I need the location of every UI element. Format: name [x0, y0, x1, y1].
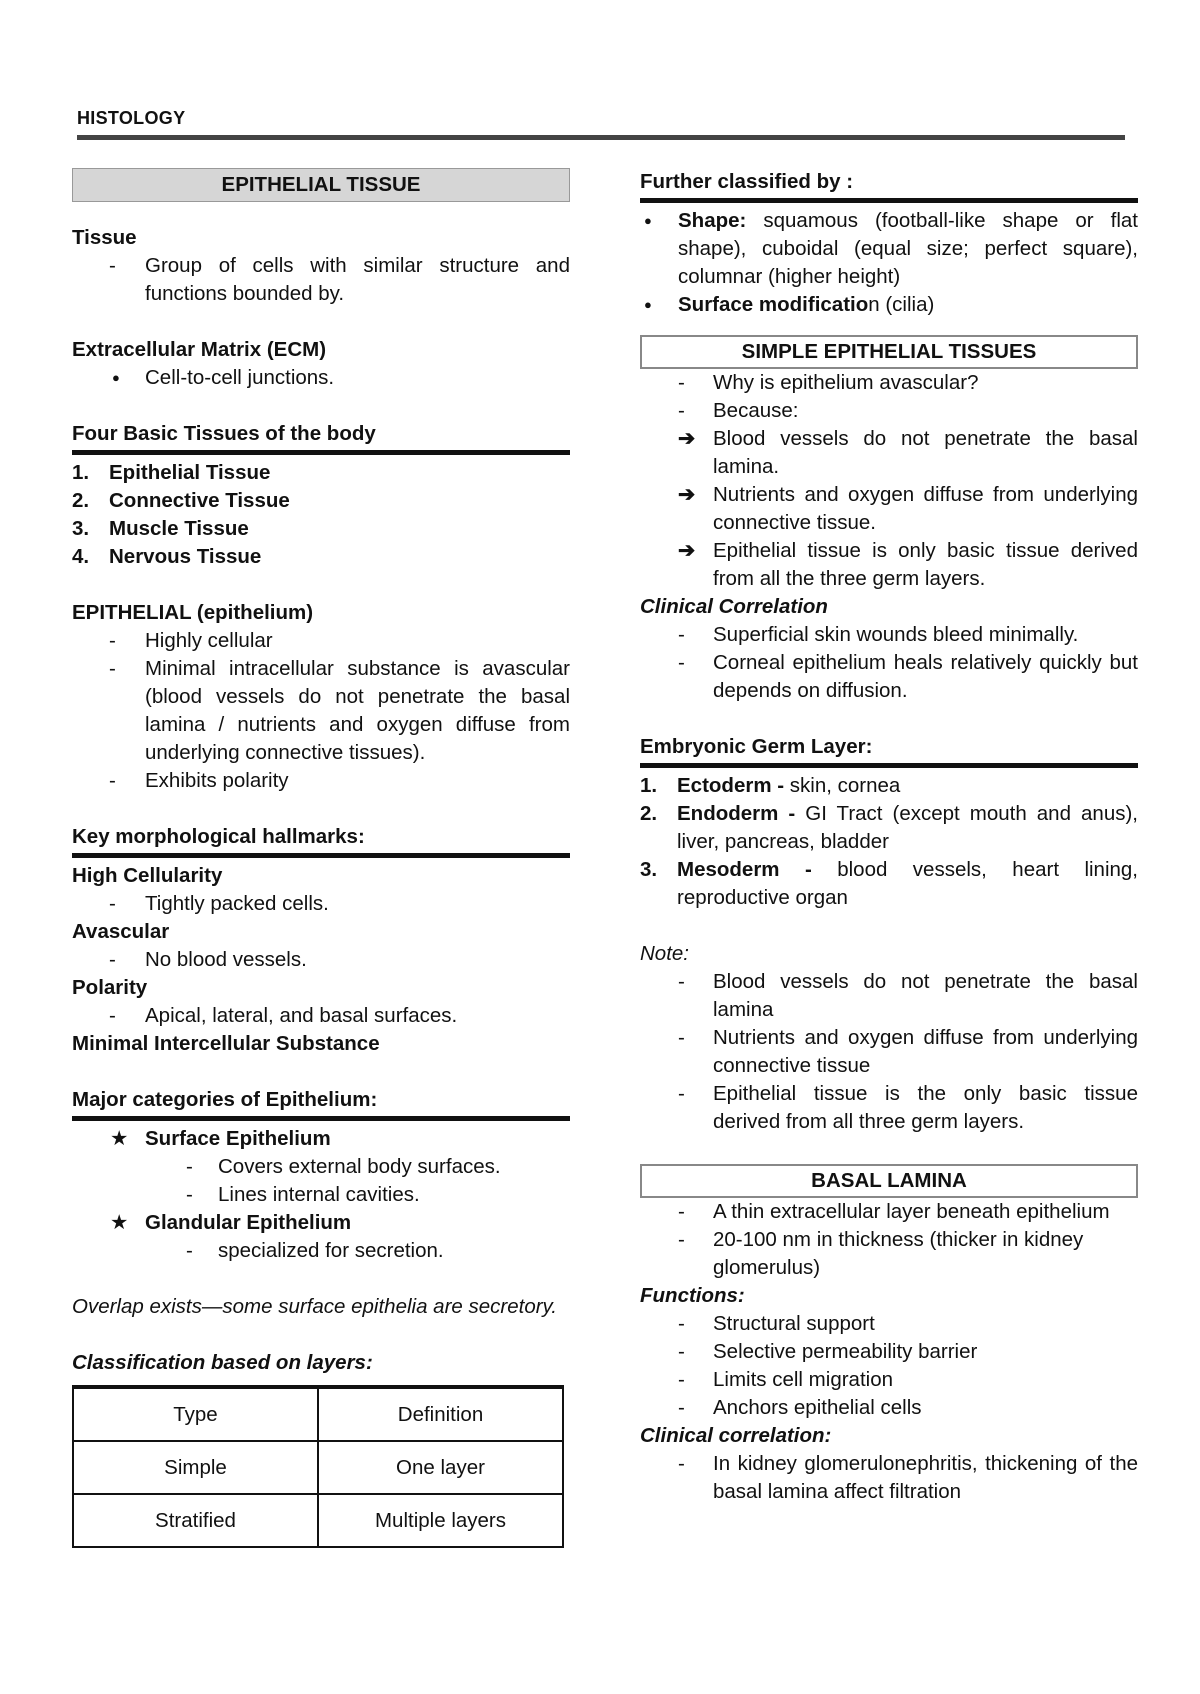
classification-heading: Classification based on layers: [72, 1351, 373, 1374]
hallmark-label: Minimal Intercellular Substance [72, 1032, 380, 1055]
category-item: ★ Glandular Epithelium [72, 1209, 570, 1237]
note-item: - Blood vessels do not penetrate the basal lamina [640, 968, 1138, 1024]
clinical-correlation-heading: Clinical Correlation [640, 595, 828, 618]
table-cell: Type [73, 1387, 318, 1441]
note-item: - Nutrients and oxygen diffuse from underlying connective tissue [640, 1024, 1138, 1080]
header-rule [77, 135, 1125, 140]
epithelial-heading: EPITHELIAL (epithelium) [72, 601, 314, 624]
table-cell: Definition [318, 1387, 563, 1441]
epithelial-tissue-title: EPITHELIAL TISSUE [72, 168, 570, 202]
hallmark-item: - Apical, lateral, and basal surfaces. [72, 1002, 570, 1030]
function-item: - Selective permeability barrier [640, 1338, 1138, 1366]
hallmark-label: High Cellularity [72, 864, 223, 887]
epithelial-item: - Highly cellular [72, 627, 570, 655]
table-cell: One layer [318, 1441, 563, 1494]
hallmarks-heading: Key morphological hallmarks: [72, 823, 570, 858]
simple-question: - Why is epithelium avascular? [640, 369, 1138, 397]
four-basic-heading: Four Basic Tissues of the body [72, 420, 570, 455]
hallmark-label: Avascular [72, 920, 170, 943]
epithelial-item: - Exhibits polarity [72, 767, 570, 795]
basic-tissue-item: 2. Connective Tissue [72, 489, 290, 512]
clinical-item: - Superficial skin wounds bleed minimally. [640, 621, 1138, 649]
germ-item: 3. Mesoderm - blood vessels, heart lining, reproductive organ [640, 858, 1139, 909]
shape-item: ● Shape: squamous (football-like shape or flat shape), cuboidal (equal size; perfect square), columnar (higher height) [640, 207, 1138, 291]
hallmark-label: Polarity [72, 976, 148, 999]
germ-item: 2. Endoderm - GI Tract (except mouth and anus), liver, pancreas, bladder [640, 802, 1138, 853]
major-categories-heading: Major categories of Epithelium: [72, 1086, 570, 1121]
arrow-item: ➔ Epithelial tissue is only basic tissue derived from all the three germ layers. [678, 539, 1138, 590]
table-cell: Stratified [73, 1494, 318, 1547]
basal-item: - 20-100 nm in thickness (thicker in kidney glomerulus) [640, 1226, 1138, 1282]
basal-lamina-title: BASAL LAMINA [640, 1164, 1138, 1198]
arrow-item: ➔ Blood vessels do not penetrate the basal lamina. [678, 427, 1138, 478]
note-item: - Epithelial tissue is the only basic tissue derived from all three germ layers. [640, 1080, 1138, 1136]
basic-tissue-item: 4. Nervous Tissue [72, 545, 262, 568]
arrow-right-icon: ➔ [678, 539, 696, 562]
function-item: - Structural support [640, 1310, 1138, 1338]
tissue-heading: Tissue [72, 226, 137, 249]
arrow-item: ➔ Nutrients and oxygen diffuse from underlying connective tissue. [678, 483, 1138, 534]
left-column [72, 168, 570, 1548]
surface-item: ● Surface modification (cilia) [640, 291, 1138, 319]
overlap-note: Overlap exists—some surface epithelia are secretory. [72, 1295, 557, 1318]
table-row [73, 1441, 563, 1494]
category-subitem: - Covers external body surfaces. [72, 1153, 570, 1181]
note-heading: Note: [640, 942, 689, 965]
clinical-item: - Corneal epithelium heals relatively quickly but depends on diffusion. [640, 649, 1138, 705]
category-subitem: - Lines internal cavities. [72, 1181, 570, 1209]
table-cell: Simple [73, 1441, 318, 1494]
ecm-item: ● Cell-to-cell junctions. [72, 364, 570, 392]
germ-item: 1. Ectoderm - skin, cornea [640, 774, 901, 797]
table-row [73, 1494, 563, 1547]
function-item: - Limits cell migration [640, 1366, 1138, 1394]
star-icon: ★ [110, 1211, 129, 1234]
arrow-right-icon: ➔ [678, 483, 696, 506]
basal-clinical-item: - In kidney glomerulonephritis, thickening of the basal lamina affect filtration [640, 1450, 1138, 1506]
right-column [640, 168, 1138, 1506]
table-row [73, 1387, 563, 1441]
simple-because: - Because: [640, 397, 1138, 425]
category-subitem: - specialized for secretion. [72, 1237, 570, 1265]
functions-heading: Functions: [640, 1284, 745, 1307]
germ-layer-heading: Embryonic Germ Layer: [640, 733, 1138, 768]
layers-table [72, 1385, 564, 1548]
further-heading: Further classified by : [640, 168, 1138, 203]
ecm-heading: Extracellular Matrix (ECM) [72, 338, 327, 361]
function-item: - Anchors epithelial cells [640, 1394, 1138, 1422]
epithelial-item: - Minimal intracellular substance is avascular (blood vessels do not penetrate the basal lamina / nutrients and oxygen diffuse from underlying connective tissues). [72, 655, 570, 767]
table-cell: Multiple layers [318, 1494, 563, 1547]
star-icon: ★ [110, 1127, 129, 1150]
simple-epithelial-title: SIMPLE EPITHELIAL TISSUES [640, 335, 1138, 369]
basic-tissue-item: 1. Epithelial Tissue [72, 461, 271, 484]
page-header-title: HISTOLOGY [77, 108, 186, 128]
hallmark-item: - No blood vessels. [72, 946, 570, 974]
basal-item: - A thin extracellular layer beneath epithelium [640, 1198, 1138, 1226]
category-item: ★ Surface Epithelium [72, 1125, 570, 1153]
arrow-right-icon: ➔ [678, 427, 696, 450]
hallmark-item: - Tightly packed cells. [72, 890, 570, 918]
basic-tissue-item: 3. Muscle Tissue [72, 517, 249, 540]
basal-clinical-heading: Clinical correlation: [640, 1424, 832, 1447]
tissue-definition: - Group of cells with similar structure and functions bounded by. [72, 252, 570, 308]
